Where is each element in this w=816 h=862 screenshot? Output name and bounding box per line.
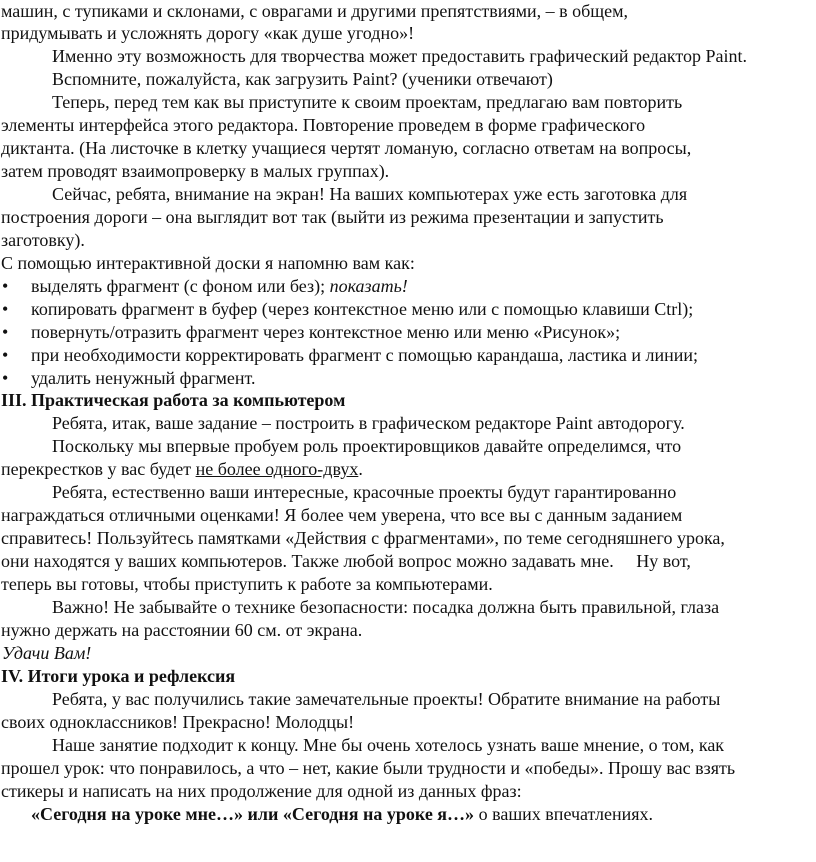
paragraph-line: они находятся у ваших компьютеров. Также любой вопрос можно задавать мне. Ну вот, <box>1 551 691 571</box>
list-item <box>2 367 256 389</box>
paragraph-line: награждаться отличными оценками! Я более чем уверена, что все вы с данным заданием <box>1 505 683 525</box>
paragraph-interactive-board: С помощью интерактивной доски я напомню вам как: <box>1 253 415 273</box>
list-item <box>2 344 698 366</box>
list-item-text: копировать фрагмент в буфер (через контекстное меню или с помощью клавиши Ctrl); <box>31 299 694 319</box>
paragraph-line: своих одноклассников! Прекрасно! Молодцы! <box>1 712 355 732</box>
list-item-text: удалить ненужный фрагмент. <box>31 368 256 388</box>
list-item <box>2 275 408 297</box>
bullet-marker: • <box>2 299 9 319</box>
paragraph-line: заготовку). <box>1 230 85 250</box>
paragraph-line: нужно держать на расстоянии 60 см. от экрана. <box>1 620 363 640</box>
bullet-marker: • <box>2 322 9 342</box>
section-heading-practical: III. Практическая работа за компьютером <box>1 390 346 410</box>
paragraph-paint-possibility: Именно эту возможность для творчества может предоставить графический редактор Paint. <box>52 46 748 66</box>
paragraph-line: затем проводят взаимопроверку в малых группах). <box>1 161 390 181</box>
paragraph-line: Ребята, естественно ваши интересные, красочные проекты будут гарантированно <box>52 482 677 502</box>
paragraph-line: Теперь, перед тем как вы приступите к своим проектам, предлагаю вам повторить <box>52 92 683 112</box>
paragraph-line: теперь вы готовы, чтобы приступить к работе за компьютерами. <box>1 574 493 594</box>
paragraph-line: построения дороги – она выглядит вот так (выйти из режима презентации и запустить <box>1 207 664 227</box>
paragraph-line: справитесь! Пользуйтесь памятками «Действия с фрагментами», по теме сегодняшнего урока, <box>1 528 725 548</box>
paragraph-line: придумывать и усложнять дорогу «как душе угодно»! <box>1 23 415 43</box>
underlined-text: не более одного-двух <box>195 459 359 479</box>
paragraph-line: диктанта. (На листочке в клетку учащиеся чертят ломаную, согласно ответам на вопросы, <box>1 138 692 158</box>
bullet-marker: • <box>2 345 9 365</box>
paragraph-line: прошел урок: что понравилось, а что – нет, какие были трудности и «победы». Прошу вас взять <box>1 758 736 778</box>
paragraph-line: Поскольку мы впервые пробуем роль проектировщиков давайте определимся, что <box>52 436 682 456</box>
paragraph-line: стикеры и написать на них продолжение для одной из данных фраз: <box>1 781 522 801</box>
list-item <box>2 298 694 320</box>
paragraph-phrases: «Сегодня на уроке мне…» или «Сегодня на уроке я…» о ваших впечатлениях. <box>31 804 653 824</box>
paragraph-line: Важно! Не забывайте о технике безопасности: посадка должна быть правильной, глаза <box>52 597 720 617</box>
paragraph-line: перекрестков у вас будет не более одного-двух. <box>1 459 363 479</box>
section-heading-summary: IV. Итоги урока и рефлексия <box>1 666 236 686</box>
bullet-marker: • <box>2 368 9 388</box>
paragraph-load-paint: Вспомните, пожалуйста, как загрузить Paint? (ученики отвечают) <box>52 69 553 89</box>
paragraph-line: Сейчас, ребята, внимание на экран! На ваших компьютерах уже есть заготовка для <box>52 184 688 204</box>
paragraph-line: машин, с тупиками и склонами, с оврагами и другими препятствиями, – в общем, <box>1 1 629 21</box>
paragraph-line: Ребята, у вас получились такие замечательные проекты! Обратите внимание на работы <box>52 689 721 709</box>
list-item-text: выделять фрагмент (с фоном или без); показать! <box>31 276 408 296</box>
italic-note: показать! <box>329 276 408 296</box>
paragraph-line: Наше занятие подходит к концу. Мне бы очень хотелось узнать ваше мнение, о том, как <box>52 735 725 755</box>
list-item <box>2 321 621 343</box>
bold-phrases: «Сегодня на уроке мне…» или «Сегодня на уроке я…» <box>31 804 475 824</box>
paragraph-task: Ребята, итак, ваше задание – построить в графическом редакторе Paint автодорогу. <box>52 413 685 433</box>
good-luck-text: Удачи Вам! <box>2 643 92 663</box>
list-item-text: повернуть/отразить фрагмент через контекстное меню или меню «Рисунок»; <box>31 322 621 342</box>
paragraph-line: элементы интерфейса этого редактора. Повторение проведем в форме графического <box>1 115 646 135</box>
bullet-marker: • <box>2 276 9 296</box>
list-item-text: при необходимости корректировать фрагмент с помощью карандаша, ластика и линии; <box>31 345 698 365</box>
